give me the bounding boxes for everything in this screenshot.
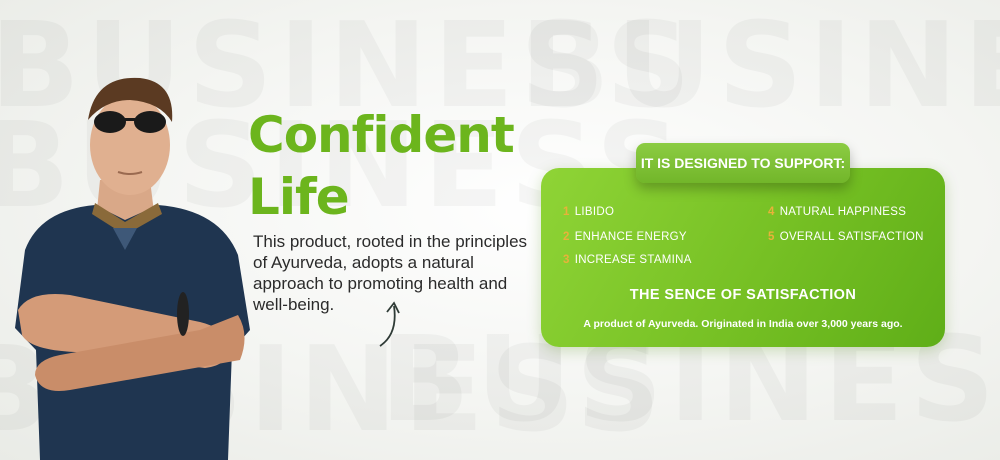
headline-line-2: Life bbox=[248, 168, 349, 226]
benefit-label: INCREASE STAMINA bbox=[574, 254, 692, 266]
benefit-number: 1 bbox=[563, 206, 570, 218]
benefit-label: OVERALL SATISFACTION bbox=[779, 231, 924, 243]
curved-arrow-icon bbox=[372, 298, 408, 350]
benefit-item bbox=[768, 206, 906, 218]
man-with-crossed-arms-image bbox=[0, 60, 270, 460]
benefit-number: 4 bbox=[768, 206, 775, 218]
headline-line-1: Confident bbox=[248, 106, 514, 164]
headline bbox=[248, 104, 514, 228]
benefit-item bbox=[563, 206, 614, 218]
benefit-item bbox=[768, 231, 924, 243]
benefit-label: LIBIDO bbox=[574, 206, 615, 218]
card-heading: THE SENCE OF SATISFACTION bbox=[629, 287, 857, 303]
benefit-item bbox=[563, 231, 687, 243]
benefit-label: NATURAL HAPPINESS bbox=[779, 206, 907, 218]
benefit-label: ENHANCE ENERGY bbox=[574, 231, 687, 243]
benefit-item bbox=[563, 254, 692, 266]
benefit-number: 5 bbox=[768, 231, 775, 243]
benefit-number: 3 bbox=[563, 254, 570, 266]
benefit-number: 2 bbox=[563, 231, 570, 243]
benefits-card-tab: IT IS DESIGNED TO SUPPORT: bbox=[636, 143, 850, 183]
card-subtext: A product of Ayurveda. Originated in India over 3,000 years ago. bbox=[583, 318, 903, 330]
product-description: This product, rooted in the principles of Ayurveda, adopts a natural approach to promoting health and well-being. bbox=[253, 232, 528, 314]
